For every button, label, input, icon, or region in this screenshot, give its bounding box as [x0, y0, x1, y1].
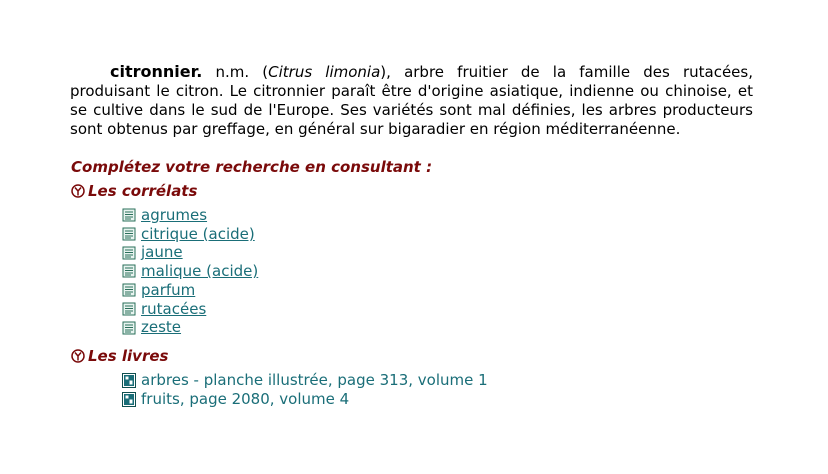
book-reference[interactable]: arbres - planche illustrée, page 313, volume 1: [141, 371, 488, 389]
book-reference[interactable]: fruits, page 2080, volume 4: [141, 390, 350, 408]
document-lines-icon: [122, 227, 136, 241]
definition-text: arbre fruitier de la famille des rutacées, produisant le citron. Le citronnier paraît être d'origine asiatique, indienne ou chinoise, et se cultive dans le sud de l'Europe. Ses variétés sont mal définies, les arbres producteurs sont obtenus par greffage, en général sur bigaradier en région méditerranéenne.: [70, 63, 753, 138]
document-lines-icon: [122, 321, 136, 335]
book-page-icon: [122, 373, 136, 388]
latin-open-paren: (: [262, 63, 269, 81]
triskelion-circle-icon: [71, 184, 85, 198]
latin-close-paren: ),: [380, 63, 391, 81]
triskelion-circle-icon: [71, 349, 85, 363]
document-lines-icon: [122, 302, 136, 316]
document-lines-icon: [122, 264, 136, 278]
book-page-icon: [122, 392, 136, 407]
correlat-link[interactable]: citrique (acide): [141, 224, 255, 243]
list-item: [122, 206, 258, 225]
correlat-link[interactable]: parfum: [141, 280, 196, 299]
latin-name: Citrus limonia: [268, 63, 381, 81]
correlats-list: [122, 206, 258, 337]
livres-heading-label: Les livres: [88, 347, 169, 365]
dictionary-entry: [70, 62, 753, 139]
list-item[interactable]: [122, 371, 488, 390]
document-lines-icon: [122, 283, 136, 297]
list-item: [122, 262, 258, 281]
list-item: [122, 300, 258, 319]
correlat-link[interactable]: malique (acide): [141, 262, 259, 281]
list-item: [122, 318, 258, 337]
correlats-heading-label: Les corrélats: [88, 182, 198, 200]
correlat-link[interactable]: rutacées: [141, 299, 207, 318]
correlat-link[interactable]: agrumes: [141, 206, 208, 224]
livres-heading: [71, 347, 168, 365]
correlats-heading: [71, 182, 197, 200]
list-item: [122, 243, 258, 262]
document-lines-icon: [122, 246, 136, 260]
document-lines-icon: [122, 208, 136, 222]
list-item[interactable]: [122, 390, 488, 409]
headword: citronnier.: [110, 62, 203, 81]
livres-list: [122, 371, 488, 409]
correlat-link[interactable]: zeste: [141, 318, 182, 337]
list-item: [122, 225, 258, 244]
research-intro: Complétez votre recherche en consultant :: [71, 158, 433, 176]
part-of-speech: n.m.: [215, 63, 250, 81]
list-item: [122, 281, 258, 300]
correlat-link[interactable]: jaune: [141, 243, 183, 262]
